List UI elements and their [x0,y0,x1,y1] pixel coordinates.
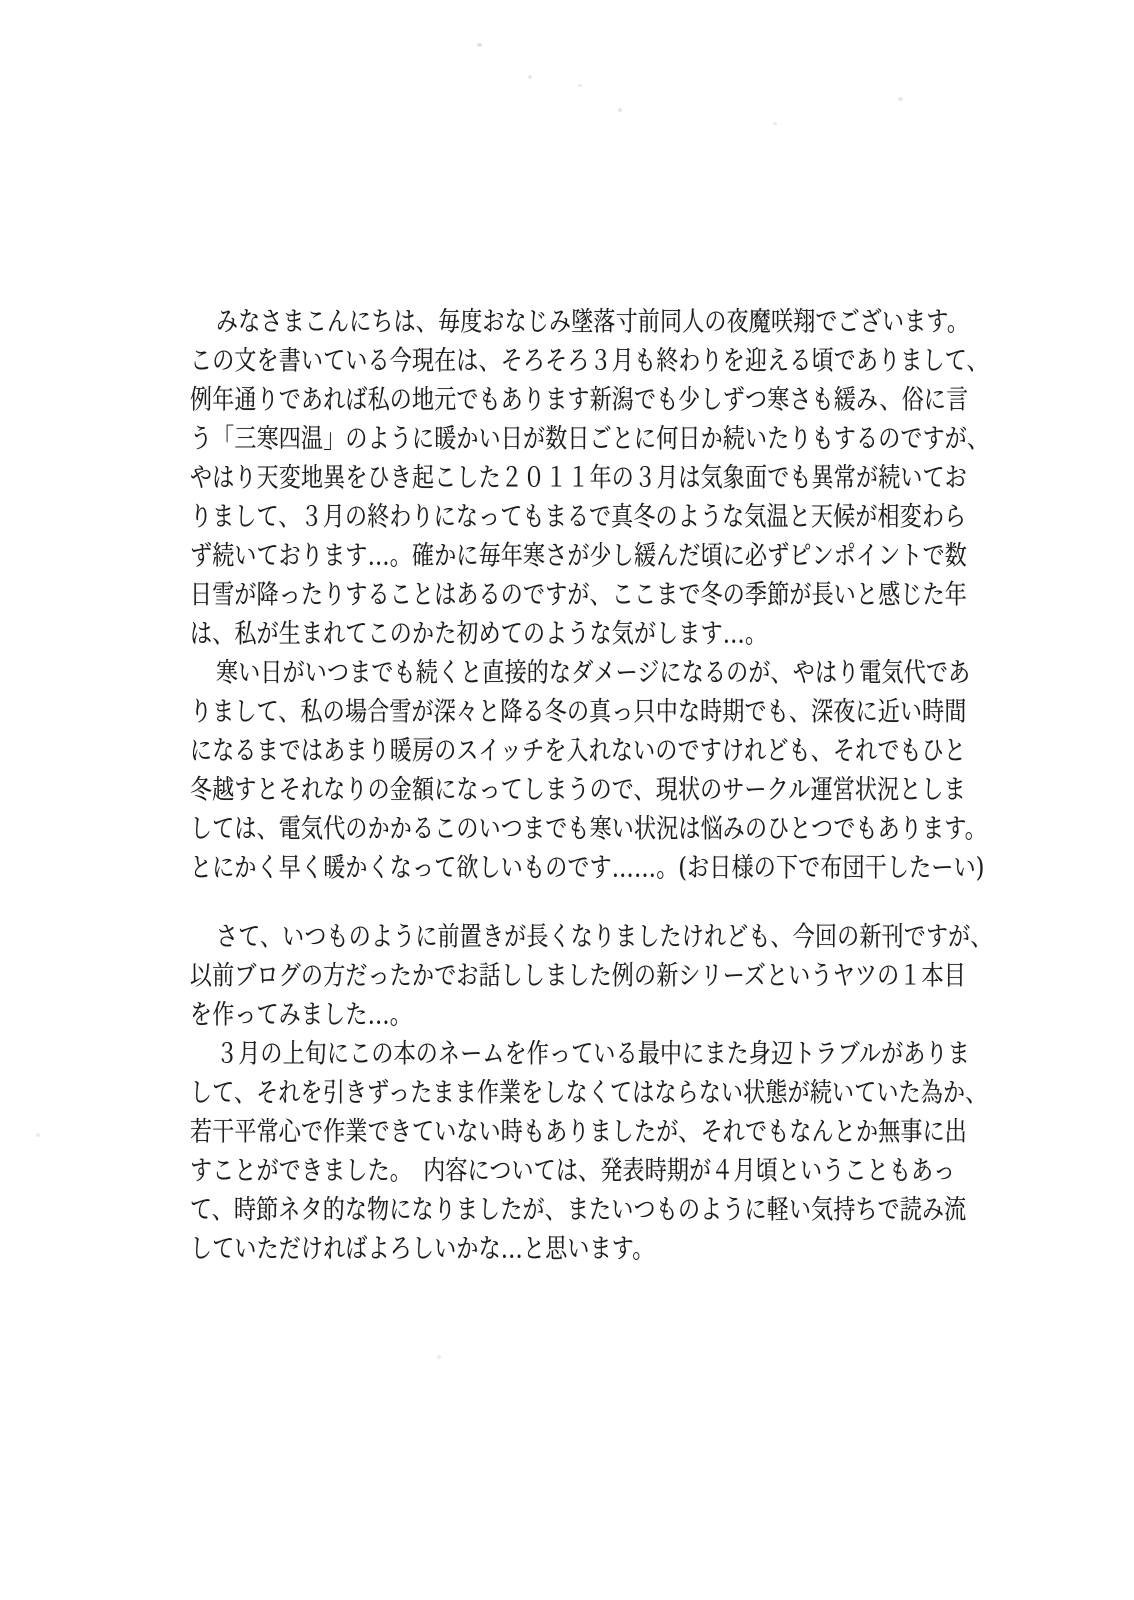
text-line: ３月の上旬にこの本のネームを作っている最中にまた身辺トラブルがありま [216,1039,970,1070]
text-line: 例年通りであれば私の地元でもあります新潟でも少しずつ寒さも緩み、俗に言 [190,385,969,416]
scan-speck [578,84,582,87]
text-line: りまして、私の場合雪が深々と降る冬の真っ只中な時期でも、深夜に近い時間 [190,697,967,728]
text-line: 以前ブログの方だったかでお話ししました例の新シリーズというヤツの１本目 [190,961,966,992]
scan-speck [898,97,903,101]
text-line: この文を書いている今現在は、そろそろ３月も終わりを迎える頃でありまして、 [190,346,989,377]
paragraph-electricity [190,654,1020,888]
text-line: 冬越すとそれなりの金額になってしまうので、現状のサークル運営状況としま [190,775,966,806]
scan-speck [773,122,777,125]
text-line: りまして、３月の終わりになってもまるで真冬のような気温と天候が相変わら [190,502,967,533]
document-body [190,303,1020,1269]
scan-speck [477,43,482,47]
text-line: しては、電気代のかかるこのいつまでも寒い状況は悩みのひとつでもあります。 [190,814,988,845]
text-line: て、時節ネタ的な物になりましたが、またいつものように軽い気持ちで読み流 [190,1195,967,1226]
text-line: は、私が生まれてこのかた初めてのような気がします…。 [190,619,768,650]
scan-speck [36,1133,40,1137]
text-line: 日雪が降ったりすることはあるのですが、ここまで冬の季節が長いと感じた年 [190,580,968,611]
text-line: になるまではあまり暖房のスイッチを入れないのですけれども、それでもひと [190,736,967,767]
text-line: 若干平常心で作業できていない時もありましたが、それでもなんとか無事に出 [190,1117,968,1148]
text-line: やはり天変地異をひき起こした２０１１年の３月は気象面でも異常が続いてお [190,463,968,494]
scan-speck [437,1355,441,1359]
text-line: さて、いつものように前置きが長くなりましたけれども、今回の新刊ですが、 [216,922,993,953]
scan-speck [618,108,622,112]
text-line: 寒い日がいつまでも続くと直接的なダメージになるのが、やはり電気代であ [216,658,971,689]
text-line: とにかく早く暖かくなって欲しいものです……。(お日様の下で布団干したーい) [190,853,985,884]
text-line: ず続いております…。確かに毎年寒さが少し緩んだ頃に必ずピンポイントで数 [190,541,968,572]
paragraph-production-notes [190,1035,1020,1269]
paragraph-greeting [190,303,1020,654]
text-line: を作ってみました…。 [190,1000,413,1031]
text-line: して、それを引きずったまま作業をしなくてはならない状態が続いていた為か、 [190,1078,988,1109]
text-line: すことができました。 内容については、発表時期が４月頃ということもあっ [190,1156,956,1187]
paragraph-new-book [190,918,1020,1035]
text-line: う「三寒四温」のように暖かい日が数日ごとに何日か続いたりもするのですが、 [190,424,990,455]
text-line: みなさまこんにちは、毎度おなじみ墜落寸前同人の夜魔咲翔でございます。 [216,307,970,338]
text-line: していただければよろしいかな…と思います。 [190,1234,655,1265]
scan-speck [528,75,532,79]
